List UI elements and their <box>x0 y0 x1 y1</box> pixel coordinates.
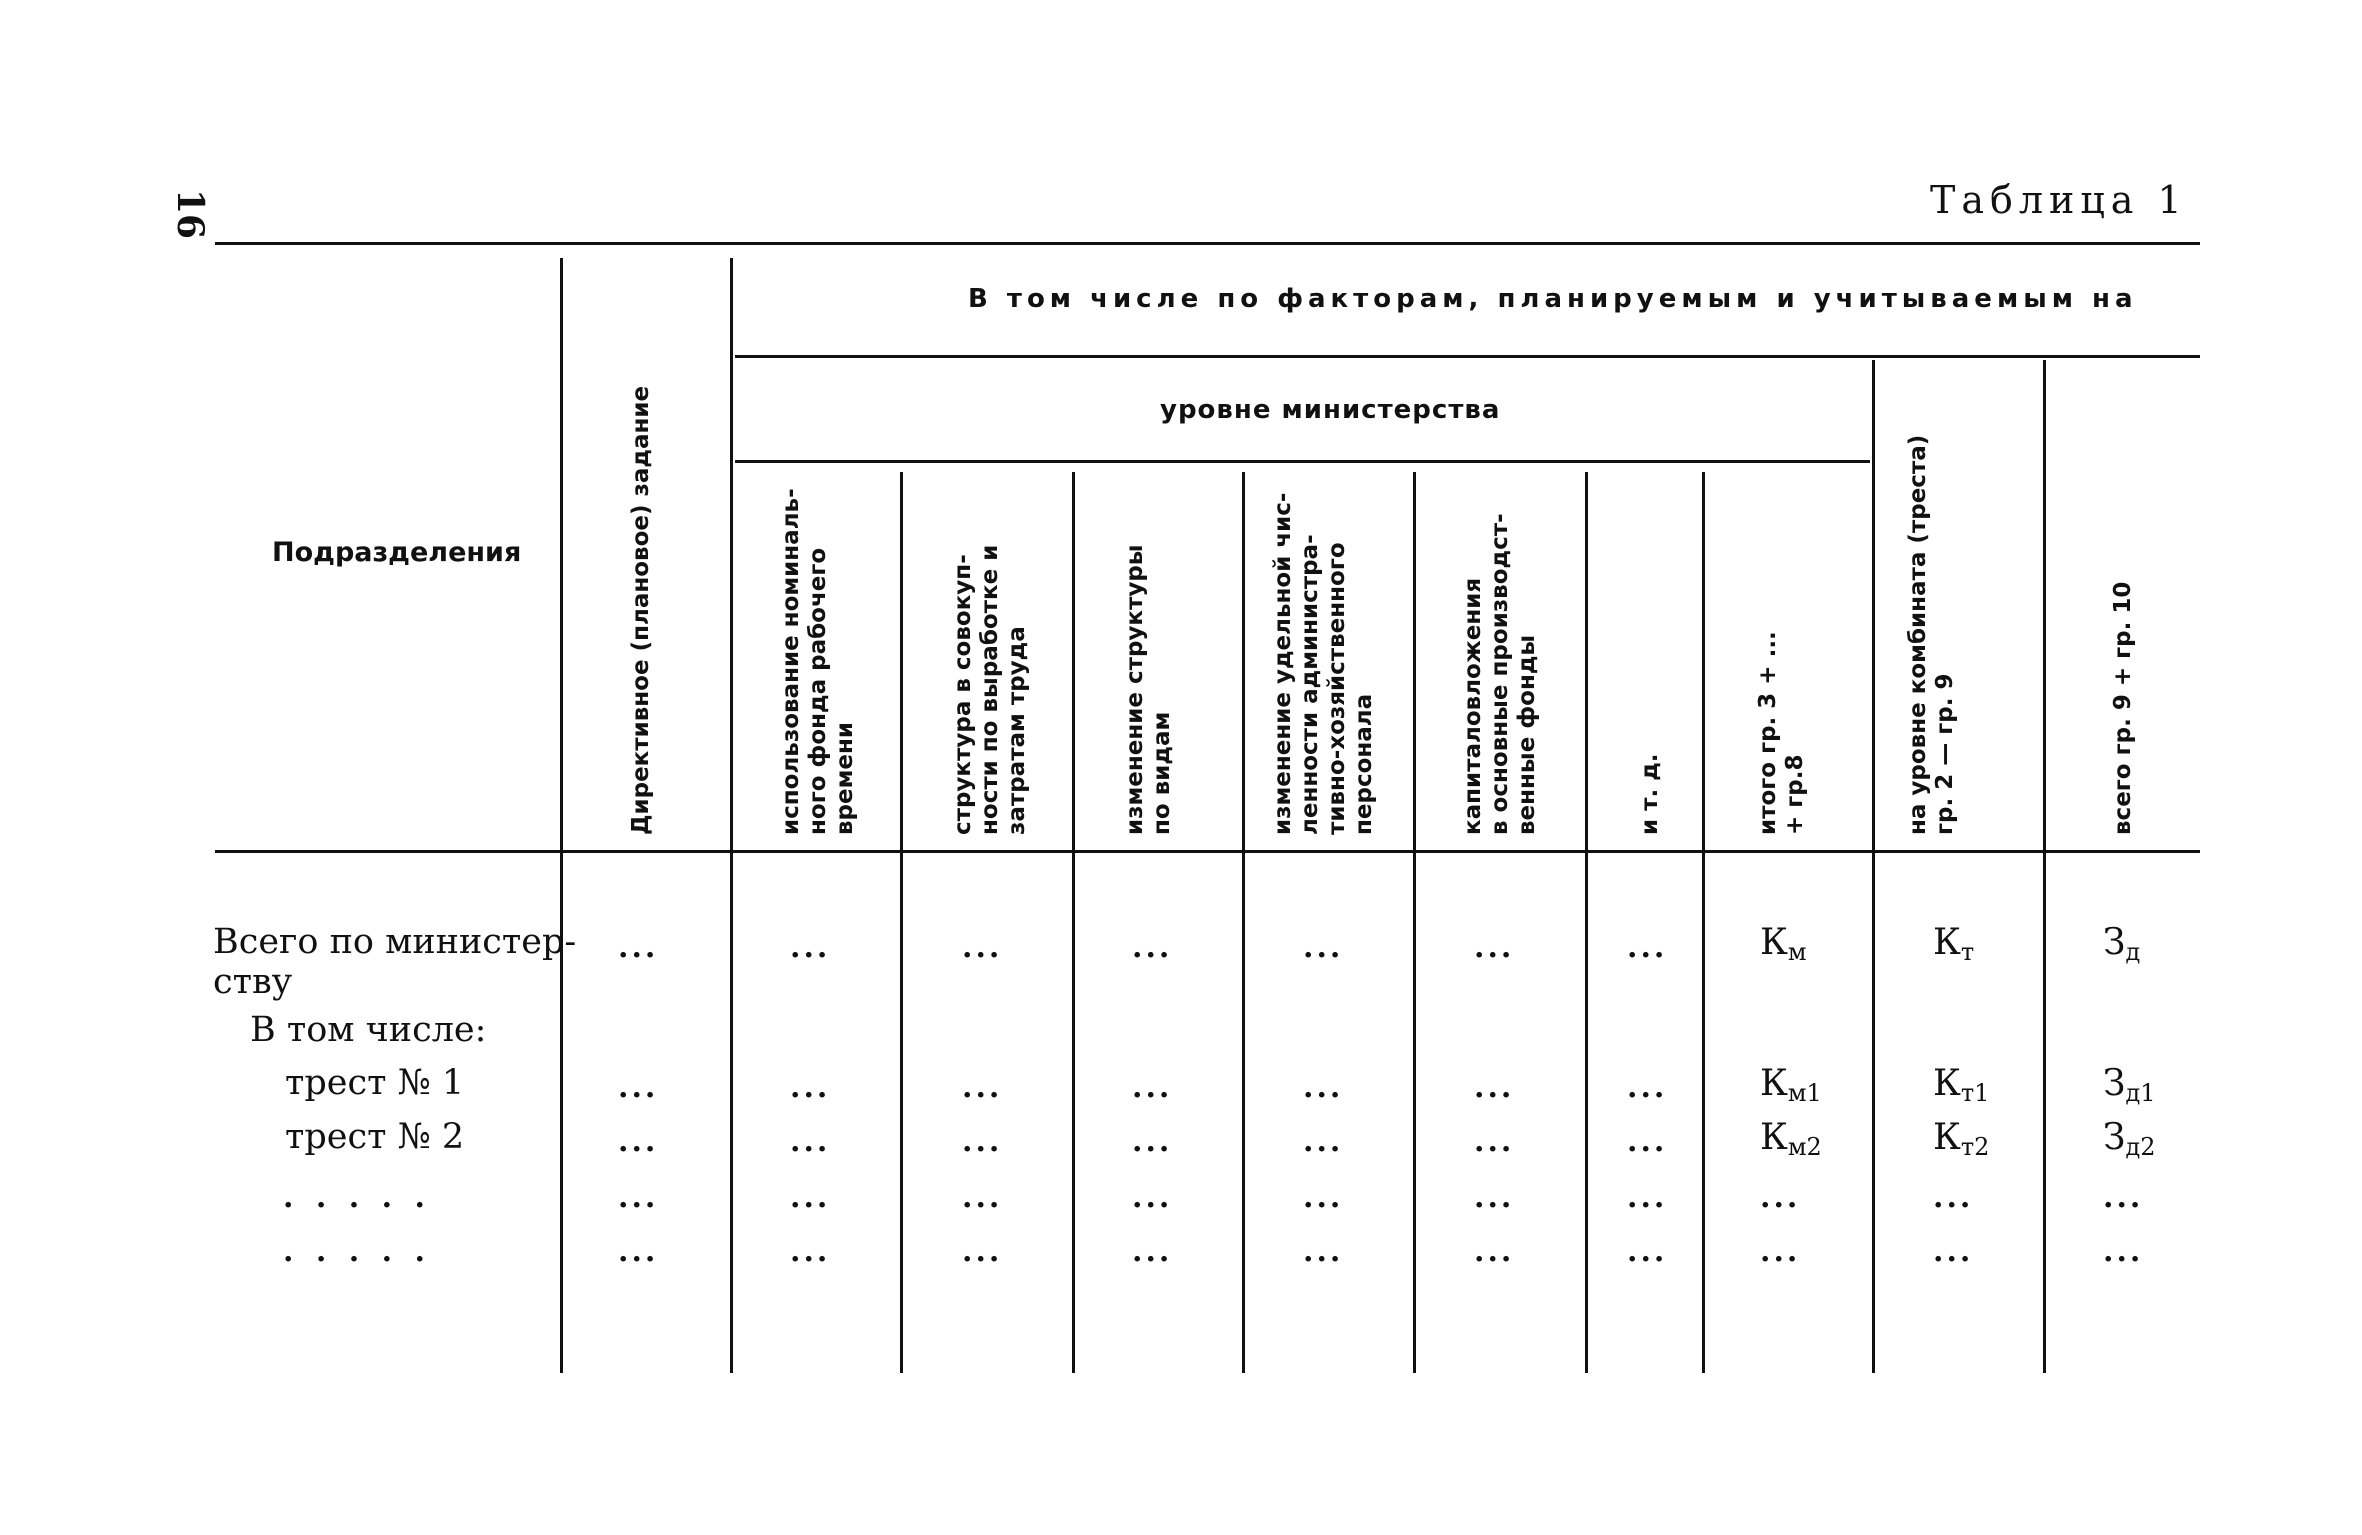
kt-trust-1: $К_{т1}$ <box>1933 1063 1990 1107</box>
col-divider-5 <box>1242 472 1245 1373</box>
ellipsis-cell: ... <box>790 1234 831 1269</box>
col-divider-7 <box>1585 472 1588 1373</box>
ellipsis-cell: ... <box>1303 930 1344 965</box>
col-divider-3 <box>900 472 903 1373</box>
ellipsis-cell: ... <box>962 1234 1003 1269</box>
ellipsis-cell: ... <box>2103 1234 2144 1269</box>
row-label-trust-2: трест № 2 <box>285 1117 465 1157</box>
ellipsis-cell: ... <box>1303 1124 1344 1159</box>
ellipsis-cell: ... <box>1474 1124 1515 1159</box>
zd-trust-1: $З_{д1}$ <box>2103 1063 2156 1107</box>
row-label-total-ministry: Всего по министер- ству <box>213 922 577 1002</box>
top-rule <box>215 242 2200 245</box>
ellipsis-cell: ... <box>2103 1180 2144 1215</box>
subdivisions-header: Подразделения <box>272 537 522 568</box>
ellipsis-cell: ... <box>1132 930 1173 965</box>
ellipsis-cell: ... <box>1132 1180 1173 1215</box>
ellipsis-cell: ... <box>1474 930 1515 965</box>
col-divider-9 <box>1872 360 1875 1373</box>
col-header-structure-labor: структура в совокуп- ности по выработке и затратам труда <box>950 544 1030 835</box>
ellipsis-cell: ... <box>1627 1234 1668 1269</box>
ellipsis-cell: ... <box>962 1124 1003 1159</box>
ellipsis-cell: ... <box>618 1180 659 1215</box>
kt-total: $К_т$ <box>1933 922 1975 966</box>
km-trust-2: $К_{м2}$ <box>1760 1117 1822 1161</box>
col-header-subtotal: итого гр. 3 + ... + гр.8 <box>1755 631 1808 835</box>
km-total: $К_м$ <box>1760 922 1807 966</box>
ellipsis-cell: ... <box>962 1070 1003 1105</box>
ellipsis-cell: ... <box>1474 1180 1515 1215</box>
col-header-etc: и т. д. <box>1637 753 1663 835</box>
km-trust-1: $К_{м1}$ <box>1760 1063 1822 1107</box>
ellipsis-cell: ... <box>618 1234 659 1269</box>
col-divider-10 <box>2043 360 2046 1373</box>
col-header-structure-types: изменение структуры по видам <box>1122 544 1175 835</box>
ellipsis-cell: ... <box>1627 930 1668 965</box>
ellipsis-cell: ... <box>962 930 1003 965</box>
row-label-trust-1: трест № 1 <box>285 1063 465 1103</box>
col-divider-8 <box>1702 472 1705 1373</box>
col-header-combine-level: на уровне комбината (треста) гр. 2 — гр. 9 <box>1905 434 1958 835</box>
col-divider-2 <box>730 258 733 1373</box>
ellipsis-cell: ... <box>1303 1180 1344 1215</box>
col-divider-1 <box>560 258 563 1373</box>
ministry-rule <box>735 460 1870 463</box>
col-header-total: всего гр. 9 + гр. 10 <box>2110 581 2136 835</box>
ellipsis-cell: ... <box>1132 1070 1173 1105</box>
ellipsis-cell: ... <box>1933 1234 1974 1269</box>
row-label-placeholder-2: . . . . . <box>283 1234 431 1269</box>
col-divider-6 <box>1413 472 1416 1373</box>
ellipsis-cell: ... <box>618 1070 659 1105</box>
page-number: 16 <box>169 189 211 240</box>
ellipsis-cell: ... <box>1627 1124 1668 1159</box>
col-header-admin-personnel: изменение удельной чис- ленности администра- тивно-хозяйственного персонала <box>1270 492 1377 835</box>
col-header-working-time: использование номиналь- ного фонда рабочего времени <box>778 488 858 835</box>
row-label-including: В том числе: <box>250 1010 487 1050</box>
ellipsis-cell: ... <box>790 1180 831 1215</box>
header-bottom-rule <box>215 850 2200 853</box>
ellipsis-cell: ... <box>1627 1180 1668 1215</box>
ellipsis-cell: ... <box>962 1180 1003 1215</box>
factors-group-header: В том числе по факторам, планируемым и учитываемым на <box>968 284 2138 314</box>
ellipsis-cell: ... <box>1303 1234 1344 1269</box>
zd-trust-2: $З_{д2}$ <box>2103 1117 2156 1161</box>
factors-rule <box>735 355 2200 358</box>
table-title: Таблица 1 <box>1930 178 2188 222</box>
directive-task-header: Директивное (плановое) задание <box>628 385 654 835</box>
ellipsis-cell: ... <box>618 1124 659 1159</box>
ellipsis-cell: ... <box>1474 1234 1515 1269</box>
ellipsis-cell: ... <box>1760 1234 1801 1269</box>
ellipsis-cell: ... <box>790 1070 831 1105</box>
ellipsis-cell: ... <box>1627 1070 1668 1105</box>
ministry-level-header: уровне министерства <box>1160 395 1501 425</box>
ellipsis-cell: ... <box>1760 1180 1801 1215</box>
ellipsis-cell: ... <box>790 930 831 965</box>
ellipsis-cell: ... <box>1132 1234 1173 1269</box>
zd-total: $З_д$ <box>2103 922 2141 966</box>
row-label-placeholder-1: . . . . . <box>283 1180 431 1215</box>
kt-trust-2: $К_{т2}$ <box>1933 1117 1990 1161</box>
ellipsis-cell: ... <box>1132 1124 1173 1159</box>
ellipsis-cell: ... <box>790 1124 831 1159</box>
col-header-capital-investment: капиталовложения в основные производст- венные фонды <box>1460 513 1540 835</box>
ellipsis-cell: ... <box>1303 1070 1344 1105</box>
ellipsis-cell: ... <box>1933 1180 1974 1215</box>
ellipsis-cell: ... <box>618 930 659 965</box>
ellipsis-cell: ... <box>1474 1070 1515 1105</box>
col-divider-4 <box>1072 472 1075 1373</box>
